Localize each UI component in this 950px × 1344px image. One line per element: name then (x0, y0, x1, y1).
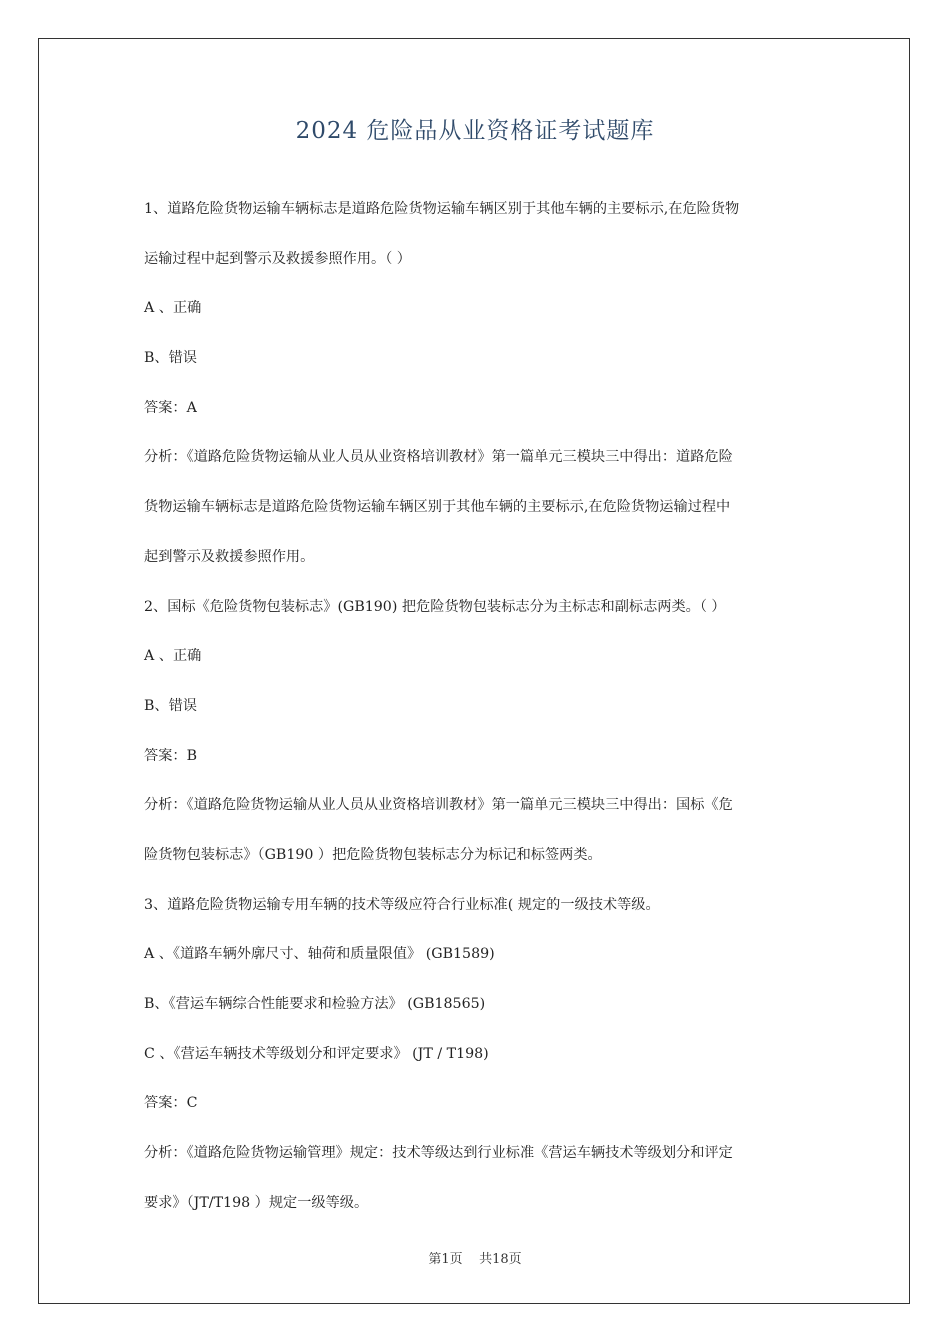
option-line: B、错误 (144, 697, 197, 714)
option-line: A 、正确 (144, 648, 202, 665)
document-title: 2024 危险品从业资格证考试题库 (295, 118, 655, 144)
text-line: 1、道路危险货物运输车辆标志是道路危险货物运输车辆区别于其他车辆的主要标示,在危险货物 (144, 201, 740, 217)
analysis-line: 货物运输车辆标志是道路危险货物运输车辆区别于其他车辆的主要标示,在危险货物运输过程中 (144, 499, 731, 516)
option-line: B、错误 (144, 350, 197, 367)
answer-line: 答案：B (144, 747, 197, 764)
analysis-line: 分析：《道路危险货物运输管理》规定：技术等级达到行业标准《营运车辆技术等级划分和评定 (144, 1145, 733, 1162)
text-line: 运输过程中起到警示及救援参照作用。（ ） (144, 250, 411, 267)
analysis-line: 要求》（JT/T198 ）规定一级等级。 (144, 1194, 369, 1211)
document-body (144, 197, 812, 1240)
question-line: 3、道路危险货物运输专用车辆的技术等级应符合行业标准( 规定的一级技术等级。 (144, 896, 660, 913)
option-line: C 、《营运车辆技术等级划分和评定要求》 (JT / T198) (144, 1045, 489, 1062)
page-footer: 第1页 共18页 (428, 1252, 522, 1267)
analysis-line: 险货物包装标志》（GB190 ）把危险货物包装标志分为标记和标签两类。 (144, 846, 602, 863)
option-line: A 、正确 (144, 300, 202, 317)
option-line: A 、《道路车辆外廓尺寸、轴荷和质量限值》 (GB1589) (144, 946, 495, 963)
analysis-line: 起到警示及救援参照作用。 (144, 548, 315, 565)
analysis-line: 分析：《道路危险货物运输从业人员从业资格培训教材》第一篇单元三模块三中得出：道路危险 (144, 449, 733, 466)
question-line: 2、国标《危险货物包装标志》(GB190) 把危险货物包装标志分为主标志和副标志两类。（ ） (144, 598, 726, 615)
analysis-line: 分析：《道路危险货物运输从业人员从业资格培训教材》第一篇单元三模块三中得出：国标《危 (144, 797, 733, 814)
answer-line: 答案：C (144, 1095, 198, 1112)
answer-line: 答案：A (144, 399, 197, 416)
option-line: B、《营运车辆综合性能要求和检验方法》 (GB18565) (144, 996, 486, 1012)
